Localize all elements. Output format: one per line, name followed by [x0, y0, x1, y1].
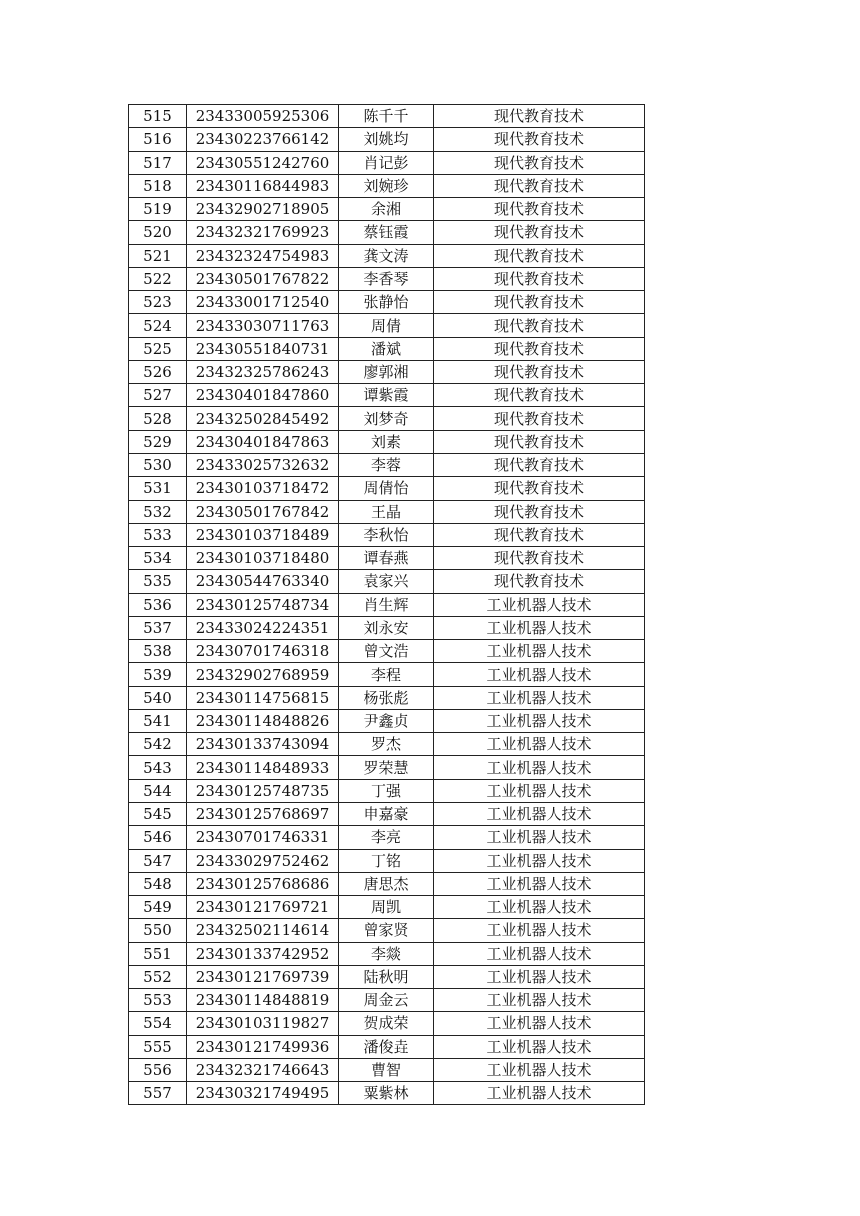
candidate-id-cell: 23430501767822 [187, 267, 339, 290]
student-name-cell: 袁家兴 [339, 570, 434, 593]
table-row [129, 1058, 645, 1081]
candidate-id-cell: 23430114848933 [187, 756, 339, 779]
candidate-id-cell: 23433029752462 [187, 849, 339, 872]
table-row [129, 896, 645, 919]
major-cell: 现代教育技术 [434, 244, 645, 267]
candidate-id-cell: 23430121749936 [187, 1035, 339, 1058]
major-cell: 现代教育技术 [434, 547, 645, 570]
candidate-id-cell: 23430223766142 [187, 128, 339, 151]
table-row [129, 826, 645, 849]
student-name-cell: 刘梦奇 [339, 407, 434, 430]
table-row [129, 128, 645, 151]
major-cell: 现代教育技术 [434, 477, 645, 500]
serial-number-cell: 547 [129, 849, 187, 872]
student-name-cell: 李燚 [339, 942, 434, 965]
major-cell: 现代教育技术 [434, 314, 645, 337]
student-name-cell: 李秋怡 [339, 523, 434, 546]
table-row [129, 570, 645, 593]
serial-number-cell: 533 [129, 523, 187, 546]
serial-number-cell: 515 [129, 105, 187, 128]
serial-number-cell: 552 [129, 965, 187, 988]
student-roster-table [128, 104, 645, 1105]
major-cell: 现代教育技术 [434, 500, 645, 523]
serial-number-cell: 556 [129, 1058, 187, 1081]
serial-number-cell: 538 [129, 640, 187, 663]
candidate-id-cell: 23430133743094 [187, 733, 339, 756]
candidate-id-cell: 23432321769923 [187, 221, 339, 244]
serial-number-cell: 517 [129, 151, 187, 174]
major-cell: 工业机器人技术 [434, 1082, 645, 1105]
serial-number-cell: 548 [129, 872, 187, 895]
student-name-cell: 曹智 [339, 1058, 434, 1081]
candidate-id-cell: 23432321746643 [187, 1058, 339, 1081]
serial-number-cell: 546 [129, 826, 187, 849]
major-cell: 工业机器人技术 [434, 686, 645, 709]
student-name-cell: 谭紫霞 [339, 384, 434, 407]
table-row [129, 314, 645, 337]
student-name-cell: 刘素 [339, 430, 434, 453]
candidate-id-cell: 23432502114614 [187, 919, 339, 942]
candidate-id-cell: 23432325786243 [187, 360, 339, 383]
table-row [129, 989, 645, 1012]
student-name-cell: 肖生辉 [339, 593, 434, 616]
candidate-id-cell: 23430701746331 [187, 826, 339, 849]
candidate-id-cell: 23430103718472 [187, 477, 339, 500]
table-row [129, 244, 645, 267]
student-name-cell: 王晶 [339, 500, 434, 523]
major-cell: 工业机器人技术 [434, 1012, 645, 1035]
student-name-cell: 丁强 [339, 779, 434, 802]
student-name-cell: 廖郭湘 [339, 360, 434, 383]
major-cell: 工业机器人技术 [434, 779, 645, 802]
serial-number-cell: 526 [129, 360, 187, 383]
student-name-cell: 罗荣慧 [339, 756, 434, 779]
serial-number-cell: 557 [129, 1082, 187, 1105]
major-cell: 工业机器人技术 [434, 826, 645, 849]
candidate-id-cell: 23433001712540 [187, 291, 339, 314]
major-cell: 工业机器人技术 [434, 942, 645, 965]
serial-number-cell: 537 [129, 616, 187, 639]
table-row [129, 709, 645, 732]
roster-body [129, 105, 645, 1105]
candidate-id-cell: 23433030711763 [187, 314, 339, 337]
candidate-id-cell: 23432902718905 [187, 198, 339, 221]
serial-number-cell: 531 [129, 477, 187, 500]
candidate-id-cell: 23430321749495 [187, 1082, 339, 1105]
major-cell: 现代教育技术 [434, 384, 645, 407]
table-row [129, 593, 645, 616]
major-cell: 工业机器人技术 [434, 593, 645, 616]
major-cell: 工业机器人技术 [434, 616, 645, 639]
candidate-id-cell: 23430701746318 [187, 640, 339, 663]
serial-number-cell: 544 [129, 779, 187, 802]
table-row [129, 1082, 645, 1105]
serial-number-cell: 540 [129, 686, 187, 709]
student-name-cell: 曾家贤 [339, 919, 434, 942]
table-row [129, 407, 645, 430]
major-cell: 工业机器人技术 [434, 989, 645, 1012]
major-cell: 工业机器人技术 [434, 663, 645, 686]
table-row [129, 500, 645, 523]
serial-number-cell: 539 [129, 663, 187, 686]
major-cell: 工业机器人技术 [434, 733, 645, 756]
candidate-id-cell: 23430544763340 [187, 570, 339, 593]
serial-number-cell: 553 [129, 989, 187, 1012]
candidate-id-cell: 23433005925306 [187, 105, 339, 128]
candidate-id-cell: 23430114848826 [187, 709, 339, 732]
serial-number-cell: 522 [129, 267, 187, 290]
table-row [129, 221, 645, 244]
table-row [129, 802, 645, 825]
student-name-cell: 周金云 [339, 989, 434, 1012]
student-name-cell: 蔡钰霞 [339, 221, 434, 244]
serial-number-cell: 550 [129, 919, 187, 942]
table-row [129, 1035, 645, 1058]
candidate-id-cell: 23430103119827 [187, 1012, 339, 1035]
table-row [129, 756, 645, 779]
student-name-cell: 龚文涛 [339, 244, 434, 267]
serial-number-cell: 534 [129, 547, 187, 570]
student-name-cell: 肖记彭 [339, 151, 434, 174]
table-row [129, 267, 645, 290]
table-row [129, 919, 645, 942]
major-cell: 工业机器人技术 [434, 965, 645, 988]
serial-number-cell: 549 [129, 896, 187, 919]
candidate-id-cell: 23430125768697 [187, 802, 339, 825]
candidate-id-cell: 23433025732632 [187, 453, 339, 476]
student-name-cell: 潘斌 [339, 337, 434, 360]
major-cell: 现代教育技术 [434, 105, 645, 128]
serial-number-cell: 520 [129, 221, 187, 244]
serial-number-cell: 525 [129, 337, 187, 360]
table-row [129, 291, 645, 314]
serial-number-cell: 555 [129, 1035, 187, 1058]
serial-number-cell: 541 [129, 709, 187, 732]
candidate-id-cell: 23430103718480 [187, 547, 339, 570]
candidate-id-cell: 23430121769721 [187, 896, 339, 919]
student-name-cell: 李亮 [339, 826, 434, 849]
major-cell: 现代教育技术 [434, 291, 645, 314]
serial-number-cell: 523 [129, 291, 187, 314]
serial-number-cell: 542 [129, 733, 187, 756]
candidate-id-cell: 23430551840731 [187, 337, 339, 360]
serial-number-cell: 545 [129, 802, 187, 825]
major-cell: 现代教育技术 [434, 151, 645, 174]
table-row [129, 547, 645, 570]
serial-number-cell: 518 [129, 174, 187, 197]
serial-number-cell: 529 [129, 430, 187, 453]
table-row [129, 174, 645, 197]
candidate-id-cell: 23430103718489 [187, 523, 339, 546]
major-cell: 现代教育技术 [434, 267, 645, 290]
serial-number-cell: 551 [129, 942, 187, 965]
major-cell: 现代教育技术 [434, 430, 645, 453]
student-name-cell: 唐思杰 [339, 872, 434, 895]
student-name-cell: 刘姚均 [339, 128, 434, 151]
serial-number-cell: 536 [129, 593, 187, 616]
candidate-id-cell: 23430401847863 [187, 430, 339, 453]
serial-number-cell: 519 [129, 198, 187, 221]
serial-number-cell: 516 [129, 128, 187, 151]
candidate-id-cell: 23432324754983 [187, 244, 339, 267]
table-row [129, 733, 645, 756]
major-cell: 现代教育技术 [434, 407, 645, 430]
major-cell: 工业机器人技术 [434, 872, 645, 895]
major-cell: 现代教育技术 [434, 360, 645, 383]
candidate-id-cell: 23430114848819 [187, 989, 339, 1012]
student-name-cell: 周倩怡 [339, 477, 434, 500]
table-row [129, 640, 645, 663]
student-name-cell: 谭春燕 [339, 547, 434, 570]
table-row [129, 779, 645, 802]
student-name-cell: 尹鑫贞 [339, 709, 434, 732]
serial-number-cell: 521 [129, 244, 187, 267]
student-name-cell: 刘婉珍 [339, 174, 434, 197]
serial-number-cell: 527 [129, 384, 187, 407]
major-cell: 工业机器人技术 [434, 1035, 645, 1058]
candidate-id-cell: 23430551242760 [187, 151, 339, 174]
major-cell: 工业机器人技术 [434, 919, 645, 942]
table-row [129, 430, 645, 453]
major-cell: 现代教育技术 [434, 174, 645, 197]
major-cell: 现代教育技术 [434, 523, 645, 546]
serial-number-cell: 554 [129, 1012, 187, 1035]
table-row [129, 105, 645, 128]
student-name-cell: 贺成荣 [339, 1012, 434, 1035]
table-row [129, 849, 645, 872]
major-cell: 现代教育技术 [434, 128, 645, 151]
major-cell: 工业机器人技术 [434, 849, 645, 872]
student-name-cell: 李程 [339, 663, 434, 686]
table-row [129, 872, 645, 895]
table-row [129, 453, 645, 476]
table-row [129, 663, 645, 686]
candidate-id-cell: 23430125748734 [187, 593, 339, 616]
student-name-cell: 丁铭 [339, 849, 434, 872]
major-cell: 现代教育技术 [434, 198, 645, 221]
major-cell: 工业机器人技术 [434, 802, 645, 825]
table-row [129, 151, 645, 174]
student-name-cell: 张静怡 [339, 291, 434, 314]
serial-number-cell: 532 [129, 500, 187, 523]
candidate-id-cell: 23430125748735 [187, 779, 339, 802]
student-name-cell: 潘俊垚 [339, 1035, 434, 1058]
table-row [129, 942, 645, 965]
candidate-id-cell: 23430401847860 [187, 384, 339, 407]
table-row [129, 1012, 645, 1035]
major-cell: 工业机器人技术 [434, 756, 645, 779]
student-name-cell: 陈千千 [339, 105, 434, 128]
table-row [129, 686, 645, 709]
student-name-cell: 罗杰 [339, 733, 434, 756]
candidate-id-cell: 23430116844983 [187, 174, 339, 197]
major-cell: 现代教育技术 [434, 337, 645, 360]
candidate-id-cell: 23432902768959 [187, 663, 339, 686]
candidate-id-cell: 23430114756815 [187, 686, 339, 709]
student-name-cell: 陆秋明 [339, 965, 434, 988]
candidate-id-cell: 23432502845492 [187, 407, 339, 430]
candidate-id-cell: 23430125768686 [187, 872, 339, 895]
student-name-cell: 申嘉豪 [339, 802, 434, 825]
candidate-id-cell: 23430501767842 [187, 500, 339, 523]
major-cell: 现代教育技术 [434, 453, 645, 476]
candidate-id-cell: 23433024224351 [187, 616, 339, 639]
serial-number-cell: 535 [129, 570, 187, 593]
serial-number-cell: 528 [129, 407, 187, 430]
major-cell: 工业机器人技术 [434, 640, 645, 663]
table-row [129, 360, 645, 383]
serial-number-cell: 543 [129, 756, 187, 779]
table-row [129, 616, 645, 639]
table-row [129, 523, 645, 546]
table-row [129, 965, 645, 988]
major-cell: 工业机器人技术 [434, 896, 645, 919]
major-cell: 工业机器人技术 [434, 1058, 645, 1081]
student-name-cell: 粟紫林 [339, 1082, 434, 1105]
student-name-cell: 余湘 [339, 198, 434, 221]
student-name-cell: 周倩 [339, 314, 434, 337]
major-cell: 工业机器人技术 [434, 709, 645, 732]
student-name-cell: 李香琴 [339, 267, 434, 290]
major-cell: 现代教育技术 [434, 221, 645, 244]
major-cell: 现代教育技术 [434, 570, 645, 593]
serial-number-cell: 530 [129, 453, 187, 476]
student-name-cell: 曾文浩 [339, 640, 434, 663]
candidate-id-cell: 23430121769739 [187, 965, 339, 988]
table-row [129, 477, 645, 500]
table-row [129, 337, 645, 360]
student-name-cell: 杨张彪 [339, 686, 434, 709]
table-row [129, 384, 645, 407]
student-name-cell: 刘永安 [339, 616, 434, 639]
table-row [129, 198, 645, 221]
student-name-cell: 李蓉 [339, 453, 434, 476]
serial-number-cell: 524 [129, 314, 187, 337]
candidate-id-cell: 23430133742952 [187, 942, 339, 965]
student-name-cell: 周凯 [339, 896, 434, 919]
